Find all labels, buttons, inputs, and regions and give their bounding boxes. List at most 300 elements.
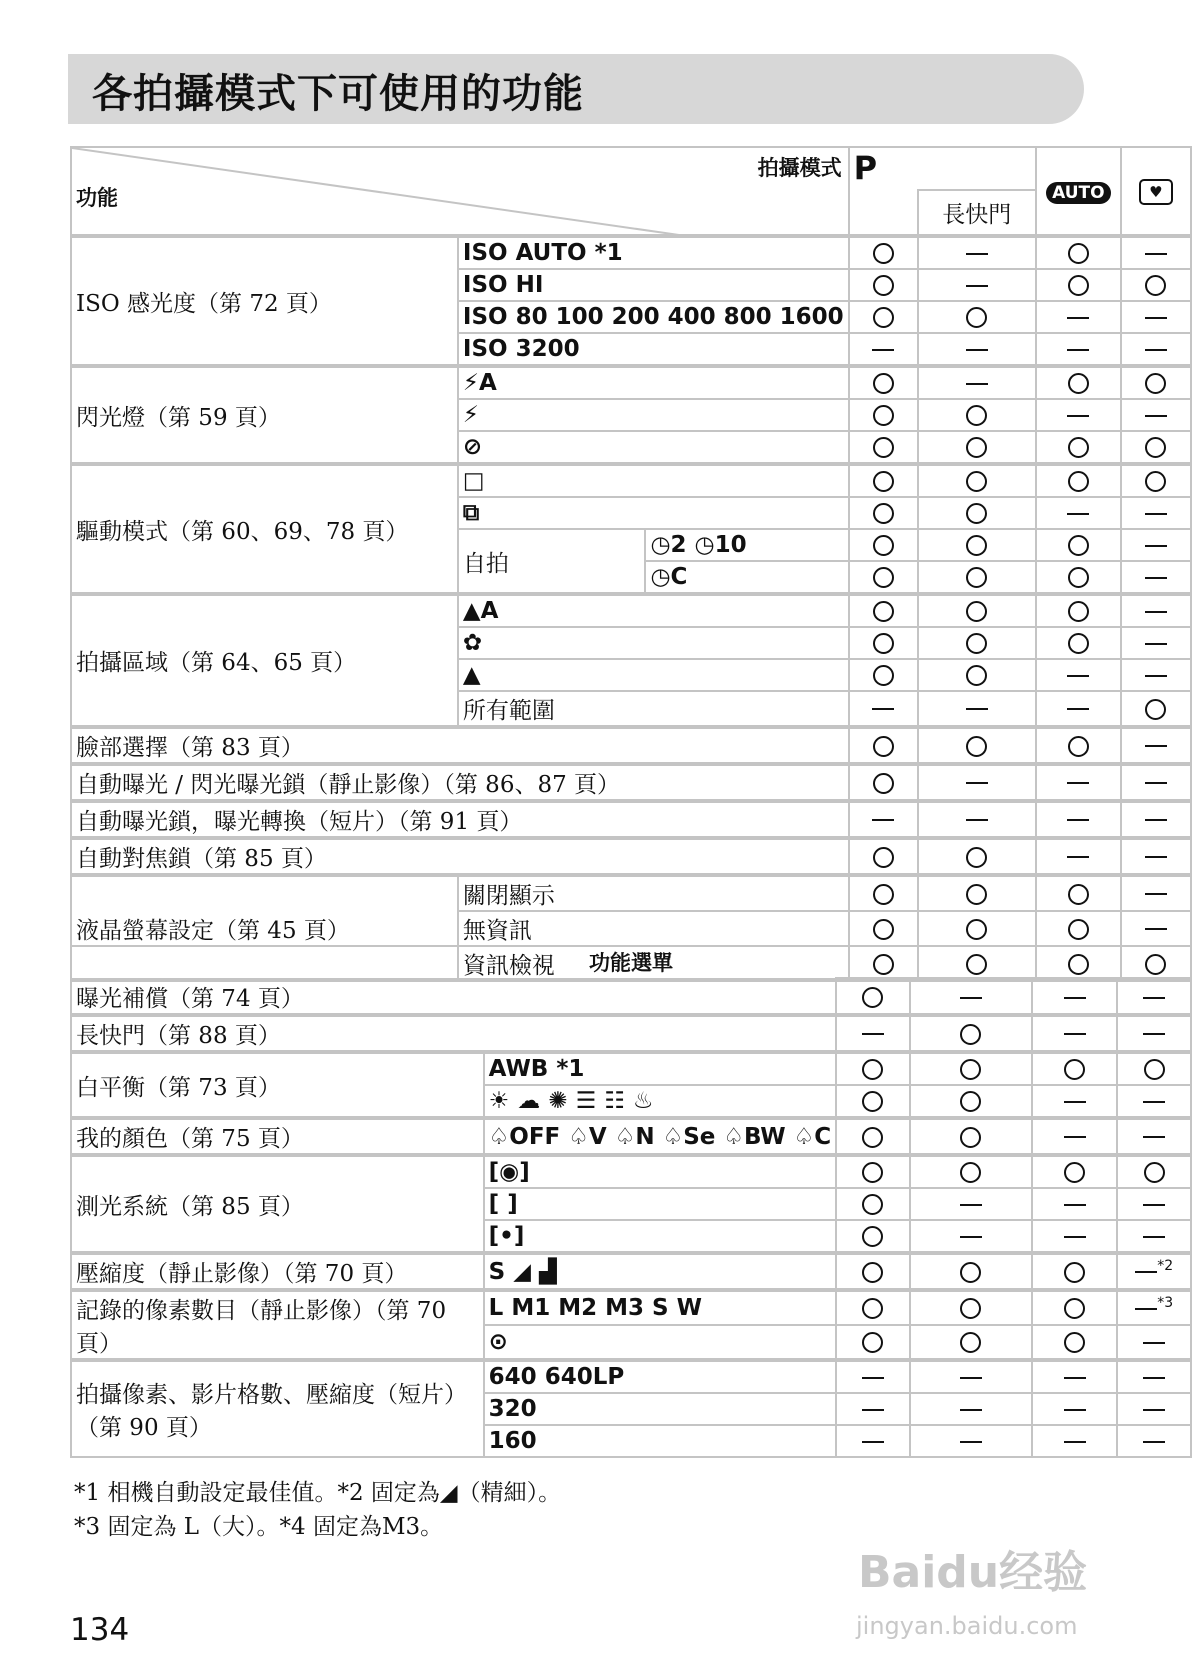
availability-cell xyxy=(910,1188,1033,1220)
unavailable-mark xyxy=(1143,997,1165,999)
table-row xyxy=(71,1253,1191,1290)
availability-cell xyxy=(1121,366,1191,399)
unavailable-mark xyxy=(872,349,894,351)
unavailable-mark xyxy=(1145,611,1167,613)
availability-cell xyxy=(1117,1253,1191,1290)
availability-cell xyxy=(918,529,1037,561)
unavailable-mark xyxy=(966,349,988,351)
sub-option: ♤OFF ♤V ♤N ♤Se ♤BW ♤C xyxy=(484,1118,836,1155)
sub-option: ISO 80 100 200 400 800 1600 xyxy=(458,301,849,333)
availability-cell xyxy=(1121,431,1191,464)
availability-cell xyxy=(1032,1325,1117,1360)
availability-cell xyxy=(1117,1085,1191,1118)
availability-cell xyxy=(1121,399,1191,431)
available-mark xyxy=(966,665,987,686)
feature-label: ISO 感光度（第 72 頁） xyxy=(71,236,458,366)
sub-option: [◉] xyxy=(484,1155,836,1188)
availability-cell xyxy=(1121,594,1191,627)
available-mark xyxy=(873,437,894,458)
mode-portrait-cell xyxy=(1121,147,1191,236)
feature-label: 驅動模式（第 60、69、78 頁） xyxy=(71,464,458,594)
available-mark xyxy=(1068,567,1089,588)
available-mark xyxy=(873,275,894,296)
availability-cell xyxy=(1032,1253,1117,1290)
availability-cell xyxy=(1121,659,1191,691)
availability-cell xyxy=(849,464,918,497)
availability-cell xyxy=(1121,529,1191,561)
unavailable-mark xyxy=(1135,1308,1157,1310)
function-table xyxy=(70,146,1192,982)
availability-cell xyxy=(1036,497,1121,529)
availability-cell xyxy=(849,399,918,431)
available-mark xyxy=(862,1127,883,1148)
available-mark xyxy=(966,919,987,940)
availability-cell xyxy=(918,431,1037,464)
unavailable-mark xyxy=(1143,1342,1165,1344)
feature-label: 拍攝像素、影片格數、壓縮度（短片）（第 90 頁） xyxy=(71,1360,484,1457)
sub-option: ⚡ xyxy=(458,399,849,431)
unavailable-mark xyxy=(1145,577,1167,579)
page-title: 各拍攝模式下可使用的功能 xyxy=(92,71,584,117)
availability-cell xyxy=(918,801,1037,838)
sub-option: ☀ ☁ ✺ ☰ ☷ ♨ xyxy=(484,1085,836,1118)
availability-cell xyxy=(918,691,1037,727)
unavailable-mark xyxy=(960,1409,982,1411)
availability-cell xyxy=(1036,529,1121,561)
availability-cell xyxy=(1121,764,1191,801)
availability-cell xyxy=(1036,333,1121,366)
available-mark xyxy=(1145,699,1166,720)
feature-label: 長快門（第 88 頁） xyxy=(71,1015,836,1052)
availability-cell xyxy=(1032,1085,1117,1118)
availability-cell xyxy=(1121,801,1191,838)
sub-option: ISO 3200 xyxy=(458,333,849,366)
availability-cell xyxy=(1117,1393,1191,1425)
availability-cell xyxy=(918,464,1037,497)
available-mark xyxy=(960,1298,981,1319)
unavailable-mark xyxy=(862,1377,884,1379)
feature-label: 自動曝光鎖，曝光轉換（短片）（第 91 頁） xyxy=(71,801,849,838)
availability-cell xyxy=(1121,911,1191,946)
availability-cell xyxy=(1117,1425,1191,1457)
availability-cell xyxy=(910,1118,1033,1155)
available-mark xyxy=(873,405,894,426)
menu-function-table xyxy=(70,945,1192,1458)
unavailable-mark xyxy=(1143,1136,1165,1138)
availability-cell xyxy=(836,1253,909,1290)
sub-option: 無資訊 xyxy=(458,911,849,946)
availability-cell xyxy=(836,1015,909,1052)
table-row xyxy=(71,1052,1191,1085)
watermark-url: jingyan.baidu.com xyxy=(856,1612,1078,1640)
table-row xyxy=(71,1290,1191,1325)
unavailable-mark xyxy=(966,253,988,255)
availability-cell xyxy=(1121,727,1191,764)
availability-cell xyxy=(1032,1360,1117,1393)
availability-cell xyxy=(836,1118,909,1155)
availability-cell xyxy=(836,1188,909,1220)
unavailable-mark xyxy=(1064,997,1086,999)
availability-cell xyxy=(1036,269,1121,301)
footnote-ref: *3 xyxy=(1157,1294,1174,1311)
availability-cell xyxy=(1036,561,1121,594)
unavailable-mark xyxy=(1064,1441,1086,1443)
availability-cell xyxy=(1036,838,1121,875)
available-mark xyxy=(966,736,987,757)
available-mark xyxy=(873,471,894,492)
header-diagonal-cell xyxy=(71,147,849,236)
sub-option: □ xyxy=(458,464,849,497)
unavailable-mark xyxy=(1145,317,1167,319)
availability-cell xyxy=(849,838,918,875)
sub-option: [•] xyxy=(484,1220,836,1253)
sub-option: ISO AUTO *1 xyxy=(458,236,849,269)
availability-cell xyxy=(910,1155,1033,1188)
portrait-mode-icon: ♥ xyxy=(1139,179,1173,205)
availability-cell xyxy=(1121,269,1191,301)
availability-cell xyxy=(849,561,918,594)
available-mark xyxy=(966,471,987,492)
title-bar xyxy=(68,54,1084,124)
availability-cell xyxy=(849,431,918,464)
table-row xyxy=(71,236,1191,269)
unavailable-mark xyxy=(966,285,988,287)
availability-cell xyxy=(1121,301,1191,333)
unavailable-mark xyxy=(960,1441,982,1443)
availability-cell xyxy=(918,875,1037,911)
availability-cell xyxy=(1117,979,1191,1015)
available-mark xyxy=(960,1024,981,1045)
availability-cell xyxy=(849,764,918,801)
availability-cell xyxy=(1117,1325,1191,1360)
unavailable-mark xyxy=(1145,253,1167,255)
menu-section-title: 功能選單 xyxy=(71,946,1191,979)
unavailable-mark xyxy=(1067,708,1089,710)
unavailable-mark xyxy=(1064,1409,1086,1411)
long-shutter-header: 長快門 xyxy=(918,190,1037,236)
availability-cell xyxy=(849,691,918,727)
availability-cell xyxy=(1117,1220,1191,1253)
availability-cell xyxy=(1121,236,1191,269)
available-mark xyxy=(1145,471,1166,492)
available-mark xyxy=(1068,919,1089,940)
available-mark xyxy=(873,773,894,794)
availability-cell xyxy=(849,497,918,529)
unavailable-mark xyxy=(1145,545,1167,547)
availability-cell xyxy=(836,1325,909,1360)
unavailable-mark xyxy=(1145,782,1167,784)
availability-cell xyxy=(849,529,918,561)
available-mark xyxy=(873,243,894,264)
feature-label: 白平衡（第 73 頁） xyxy=(71,1052,484,1118)
available-mark xyxy=(1068,437,1089,458)
available-mark xyxy=(960,1332,981,1353)
auto-mode-icon: AUTO xyxy=(1046,182,1111,204)
availability-cell xyxy=(1032,1220,1117,1253)
availability-cell xyxy=(849,594,918,627)
available-mark xyxy=(960,1262,981,1283)
availability-cell xyxy=(910,1360,1033,1393)
availability-cell xyxy=(1117,1290,1191,1325)
available-mark xyxy=(966,437,987,458)
sub-option: [ ] xyxy=(484,1188,836,1220)
mode-auto-cell xyxy=(1036,147,1121,236)
unavailable-mark xyxy=(1067,675,1089,677)
unavailable-mark xyxy=(1145,819,1167,821)
availability-cell xyxy=(849,911,918,946)
unavailable-mark xyxy=(1145,643,1167,645)
availability-cell xyxy=(849,801,918,838)
available-mark xyxy=(1064,1162,1085,1183)
unavailable-mark xyxy=(1135,1271,1157,1273)
availability-cell xyxy=(1032,1290,1117,1325)
availability-cell xyxy=(1117,1118,1191,1155)
mode-p-spacer xyxy=(849,190,918,236)
availability-cell xyxy=(918,727,1037,764)
table-row xyxy=(71,1015,1191,1052)
unavailable-mark xyxy=(1067,819,1089,821)
unavailable-mark xyxy=(1145,893,1167,895)
sub-option: S ◢ ▟ xyxy=(484,1253,836,1290)
available-mark xyxy=(862,1194,883,1215)
unavailable-mark xyxy=(1145,349,1167,351)
available-mark xyxy=(966,847,987,868)
unavailable-mark xyxy=(1064,1377,1086,1379)
available-mark xyxy=(873,601,894,622)
sub-option: 640 640LP xyxy=(484,1360,836,1393)
availability-cell xyxy=(910,1220,1033,1253)
unavailable-mark xyxy=(862,1409,884,1411)
feature-label: 測光系統（第 85 頁） xyxy=(71,1155,484,1253)
availability-cell xyxy=(836,1360,909,1393)
available-mark xyxy=(862,1162,883,1183)
unavailable-mark xyxy=(1143,1409,1165,1411)
available-mark xyxy=(1068,884,1089,905)
availability-cell xyxy=(1036,594,1121,627)
availability-cell xyxy=(1117,1015,1191,1052)
sub-option: ⊘ xyxy=(458,431,849,464)
availability-cell xyxy=(1036,464,1121,497)
availability-cell xyxy=(918,399,1037,431)
table-row xyxy=(71,594,1191,627)
availability-cell xyxy=(918,659,1037,691)
availability-cell xyxy=(849,333,918,366)
available-mark xyxy=(966,884,987,905)
availability-cell xyxy=(1036,691,1121,727)
sub-option: 160 xyxy=(484,1425,836,1457)
availability-cell xyxy=(836,1085,909,1118)
unavailable-mark xyxy=(872,708,894,710)
available-mark xyxy=(1144,1059,1165,1080)
availability-cell xyxy=(1036,627,1121,659)
table-row xyxy=(71,464,1191,497)
availability-cell xyxy=(1121,561,1191,594)
availability-cell xyxy=(1117,1052,1191,1085)
unavailable-mark xyxy=(1145,415,1167,417)
unavailable-mark xyxy=(966,708,988,710)
availability-cell xyxy=(849,627,918,659)
available-mark xyxy=(862,1091,883,1112)
sub-option: ▲A xyxy=(458,594,849,627)
available-mark xyxy=(960,1059,981,1080)
unavailable-mark xyxy=(1145,928,1167,930)
unavailable-mark xyxy=(960,1204,982,1206)
footnote-1: *1 相機自動設定最佳值。*2 固定為◢（精細）。 xyxy=(74,1480,562,1506)
sub-option: ⊙ xyxy=(484,1325,836,1360)
availability-cell xyxy=(1036,727,1121,764)
availability-cell xyxy=(918,366,1037,399)
unavailable-mark xyxy=(1067,317,1089,319)
availability-cell xyxy=(1036,301,1121,333)
available-mark xyxy=(966,567,987,588)
available-mark xyxy=(862,1332,883,1353)
table-row xyxy=(71,366,1191,399)
sub-option: 資訊檢視 xyxy=(458,946,849,981)
availability-cell xyxy=(1036,911,1121,946)
available-mark xyxy=(1068,243,1089,264)
availability-cell xyxy=(918,627,1037,659)
watermark-logo: Baidu经验 xyxy=(858,1547,1088,1598)
footnote-2: *3 固定為 L（大）。*4 固定為M3。 xyxy=(74,1514,444,1540)
availability-cell xyxy=(1032,1015,1117,1052)
unavailable-mark xyxy=(1143,1236,1165,1238)
availability-cell xyxy=(918,497,1037,529)
available-mark xyxy=(1068,373,1089,394)
available-mark xyxy=(966,633,987,654)
available-mark xyxy=(873,633,894,654)
availability-cell xyxy=(1121,838,1191,875)
availability-cell xyxy=(918,269,1037,301)
availability-cell xyxy=(1032,1052,1117,1085)
feature-label: 自動對焦鎖（第 85 頁） xyxy=(71,838,849,875)
available-mark xyxy=(966,601,987,622)
available-mark xyxy=(862,1298,883,1319)
sub-option: ⚡A xyxy=(458,366,849,399)
table-row xyxy=(71,764,1191,801)
available-mark xyxy=(873,884,894,905)
unavailable-mark xyxy=(966,782,988,784)
table-row xyxy=(71,875,1191,911)
availability-cell xyxy=(918,236,1037,269)
table-row xyxy=(71,1118,1191,1155)
table-row xyxy=(71,801,1191,838)
available-mark xyxy=(1145,437,1166,458)
function-header-label: 功能 xyxy=(76,186,118,210)
available-mark xyxy=(966,535,987,556)
availability-cell xyxy=(849,727,918,764)
unavailable-mark xyxy=(966,383,988,385)
unavailable-mark xyxy=(1143,1377,1165,1379)
unavailable-mark xyxy=(1067,513,1089,515)
feature-label: 曝光補償（第 74 頁） xyxy=(71,979,836,1015)
unavailable-mark xyxy=(1143,1441,1165,1443)
available-mark xyxy=(873,736,894,757)
page-number: 134 xyxy=(70,1612,130,1648)
availability-cell xyxy=(849,236,918,269)
unavailable-mark xyxy=(1145,856,1167,858)
availability-cell xyxy=(836,1393,909,1425)
availability-cell xyxy=(1032,1155,1117,1188)
availability-cell xyxy=(910,1325,1033,1360)
availability-cell xyxy=(849,301,918,333)
sub-option: 關閉顯示 xyxy=(458,875,849,911)
sub-option: 320 xyxy=(484,1393,836,1425)
availability-cell xyxy=(910,1425,1033,1457)
available-mark xyxy=(1064,1298,1085,1319)
unavailable-mark xyxy=(960,997,982,999)
available-mark xyxy=(1068,633,1089,654)
feature-label: 臉部選擇（第 83 頁） xyxy=(71,727,849,764)
availability-cell xyxy=(1121,333,1191,366)
availability-cell xyxy=(910,1052,1033,1085)
feature-label: 記錄的像素數目（靜止影像）（第 70 頁） xyxy=(71,1290,484,1360)
availability-cell xyxy=(1036,366,1121,399)
sub-option-icon: ◷2 ◷10 xyxy=(645,529,848,561)
availability-cell xyxy=(849,366,918,399)
availability-cell xyxy=(849,659,918,691)
availability-cell xyxy=(910,1290,1033,1325)
unavailable-mark xyxy=(1064,1136,1086,1138)
unavailable-mark xyxy=(1067,415,1089,417)
unavailable-mark xyxy=(1067,349,1089,351)
unavailable-mark xyxy=(960,1377,982,1379)
available-mark xyxy=(1145,275,1166,296)
available-mark xyxy=(966,405,987,426)
unavailable-mark xyxy=(966,819,988,821)
unavailable-mark xyxy=(1067,782,1089,784)
availability-cell xyxy=(1121,464,1191,497)
sub-option: L M1 M2 M3 S W xyxy=(484,1290,836,1325)
table-row xyxy=(71,1360,1191,1393)
availability-cell xyxy=(836,1052,909,1085)
availability-cell xyxy=(836,1425,909,1457)
available-mark xyxy=(873,373,894,394)
sub-option: ▲ xyxy=(458,659,849,691)
mode-p-cell xyxy=(849,147,1036,190)
available-mark xyxy=(1064,1262,1085,1283)
availability-cell xyxy=(1121,691,1191,727)
available-mark xyxy=(960,1127,981,1148)
unavailable-mark xyxy=(1145,675,1167,677)
availability-cell xyxy=(918,764,1037,801)
availability-cell xyxy=(836,979,909,1015)
sub-group-label: 自拍 xyxy=(458,529,646,594)
availability-cell xyxy=(1032,1118,1117,1155)
availability-cell xyxy=(918,838,1037,875)
availability-cell xyxy=(1036,431,1121,464)
unavailable-mark xyxy=(1064,1033,1086,1035)
available-mark xyxy=(862,987,883,1008)
availability-cell xyxy=(910,1015,1033,1052)
availability-cell xyxy=(1032,979,1117,1015)
sub-option: ✿ xyxy=(458,627,849,659)
availability-cell xyxy=(918,301,1037,333)
availability-cell xyxy=(1036,236,1121,269)
availability-cell xyxy=(1036,875,1121,911)
feature-label: 液晶螢幕設定（第 45 頁） xyxy=(71,875,458,981)
unavailable-mark xyxy=(1145,745,1167,747)
availability-cell xyxy=(836,1220,909,1253)
unavailable-mark xyxy=(862,1033,884,1035)
unavailable-mark xyxy=(1064,1101,1086,1103)
sub-option: 所有範圍 xyxy=(458,691,849,727)
availability-cell xyxy=(849,875,918,911)
availability-cell xyxy=(1121,627,1191,659)
sub-option: AWB *1 xyxy=(484,1052,836,1085)
sub-option: ISO HI xyxy=(458,269,849,301)
unavailable-mark xyxy=(1143,1101,1165,1103)
availability-cell xyxy=(910,979,1033,1015)
